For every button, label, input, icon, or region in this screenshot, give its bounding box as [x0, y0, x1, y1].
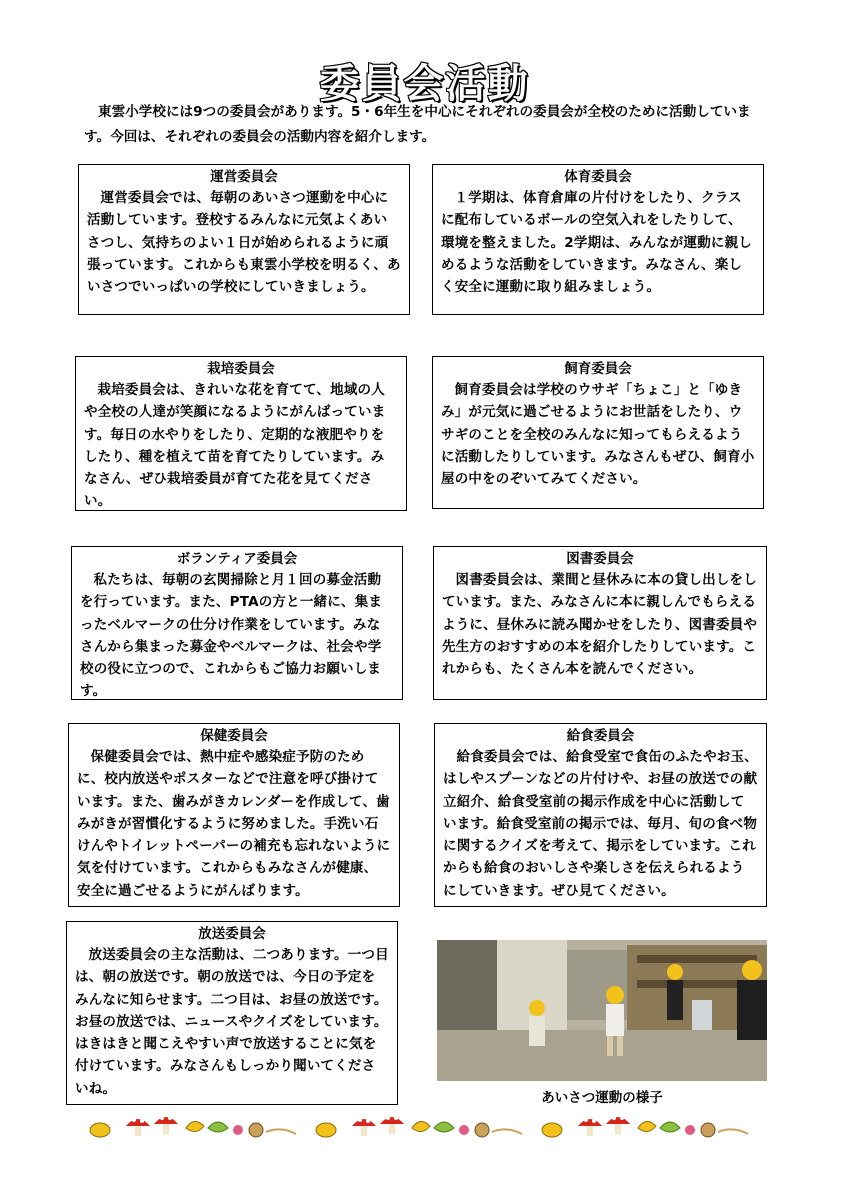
committee-title: 保健委員会 — [200, 728, 268, 744]
committee-text: 給食委員会では、給食受室で食缶のふたやお玉、はしやスプーンなどの片付けや、お昼の放送での献立紹介、給食受室前の掲示作成を中心に活動しています。給食受室前の掲示では、毎月、旬の食べ物に関するクイズを考えて、掲示をしています。これからも給食のおいしさや楽しさを伝えられるようにしていきます。ぜひ見てください。 — [443, 749, 758, 899]
committee-title: 栽培委員会 — [207, 361, 275, 377]
committee-title: 運営委員会 — [210, 169, 278, 185]
committee-text: 私たちは、毎朝の玄関掃除と月１回の募金活動を行っています。また、PTAの方と一緒に、集まったベルマークの仕分け作業をしています。みなさんから集まった募金やベルマークは、社会や学校の役に立つので、これからもご協力お願いします。 — [80, 572, 383, 700]
committee-box-volunteer — [71, 546, 403, 700]
committee-text: 栽培委員会は、きれいな花を育てて、地域の人や全校の人達が笑顔になるようにがんばっています。毎日の水やりをしたり、定期的な液肥やりをしたり、種を植えて苗を育てたりしています。みなさん、ぜひ栽培委員が育てた花を見てください。 — [84, 382, 386, 510]
committee-title: 図書委員会 — [566, 551, 634, 567]
page-title: 委員会活動 — [319, 61, 530, 107]
mushroom-leaf-border — [86, 1106, 766, 1146]
photo-caption: あいさつ運動の様子 — [541, 1090, 663, 1106]
committee-box-housou — [66, 921, 398, 1105]
committee-text: 飼育委員会は学校のウサギ「ちょこ」と「ゆきみ」が元気に過ごせるようにお世話をしたり、ウサギのことを全校のみんなに知ってもらえるように活動したりしています。みなさんもぜひ、飼育小屋の中をのぞいてみてください。 — [441, 382, 755, 488]
intro-paragraph: 東雲小学校には9つの委員会があります。5・6年生を中心にそれぞれの委員会が全校のために活動しています。今回は、それぞれの委員会の活動内容を紹介します。 — [84, 104, 751, 145]
greeting-activity-photo — [437, 940, 767, 1081]
committee-box-tosho — [433, 546, 767, 700]
committee-box-shiiku — [432, 356, 764, 509]
committee-text: 運営委員会では、毎朝のあいさつ運動を中心に活動しています。登校するみんなに元気よくあいさつし、気持ちのよい１日が始められるように頑張っています。これからも東雲小学校を明るく、あいさつでいっぱいの学校にしていきましょう。 — [87, 190, 401, 296]
committee-title: ボランティア委員会 — [176, 551, 298, 567]
committee-box-saibai — [75, 356, 407, 511]
committee-text: 保健委員会では、熱中症や感染症予防のために、校内放送やポスターなどで注意を呼び掛けています。また、歯みがきカレンダーを作成して、歯みがきが習慣化するように努めました。手洗い石けんやトイレットペーパーの補充も忘れないように気を付けています。これからもみなさんが健康、安全に過ごせるようにがんばります。 — [77, 749, 391, 899]
committee-box-taiiku — [432, 164, 764, 315]
committee-text: 図書委員会は、業間と昼休みに本の貸し出しをしています。また、みなさんに本に親しんでもらえるように、昼休みに読み聞かせをしたり、図書委員や先生方のおすすめの本を紹介したりしています。これからも、たくさん本を読んでください。 — [442, 572, 758, 678]
committee-title: 給食委員会 — [566, 728, 635, 744]
committee-text: １学期は、体育倉庫の片付けをしたり、クラスに配布しているボールの空気入れをしたりして、環境を整えました。2学期は、みんなが運動に親しめるような活動をしていきます。みなさん、楽しく安全に運動に取り組みましょう。 — [441, 190, 752, 296]
committee-title: 体育委員会 — [564, 169, 632, 185]
committee-box-kyushoku — [434, 723, 767, 907]
committee-title: 飼育委員会 — [564, 361, 632, 377]
photo-illustration — [437, 940, 767, 1081]
committee-box-hoken — [68, 723, 400, 907]
intro-text — [84, 100, 774, 150]
committee-text: 放送委員会の主な活動は、二つあります。一つ目は、朝の放送です。朝の放送では、今日の予定をみんなに知らせます。二つ目は、お昼の放送です。お昼の放送では、ニュースやクイズをしています。はきはきと聞こえやすい声で放送することに気を付けています。みなさんもしっかり聞いてくださいね。 — [75, 947, 389, 1097]
decorative-border-illustration — [86, 1106, 766, 1146]
committee-box-unei — [78, 164, 410, 315]
committee-title: 放送委員会 — [198, 926, 266, 942]
